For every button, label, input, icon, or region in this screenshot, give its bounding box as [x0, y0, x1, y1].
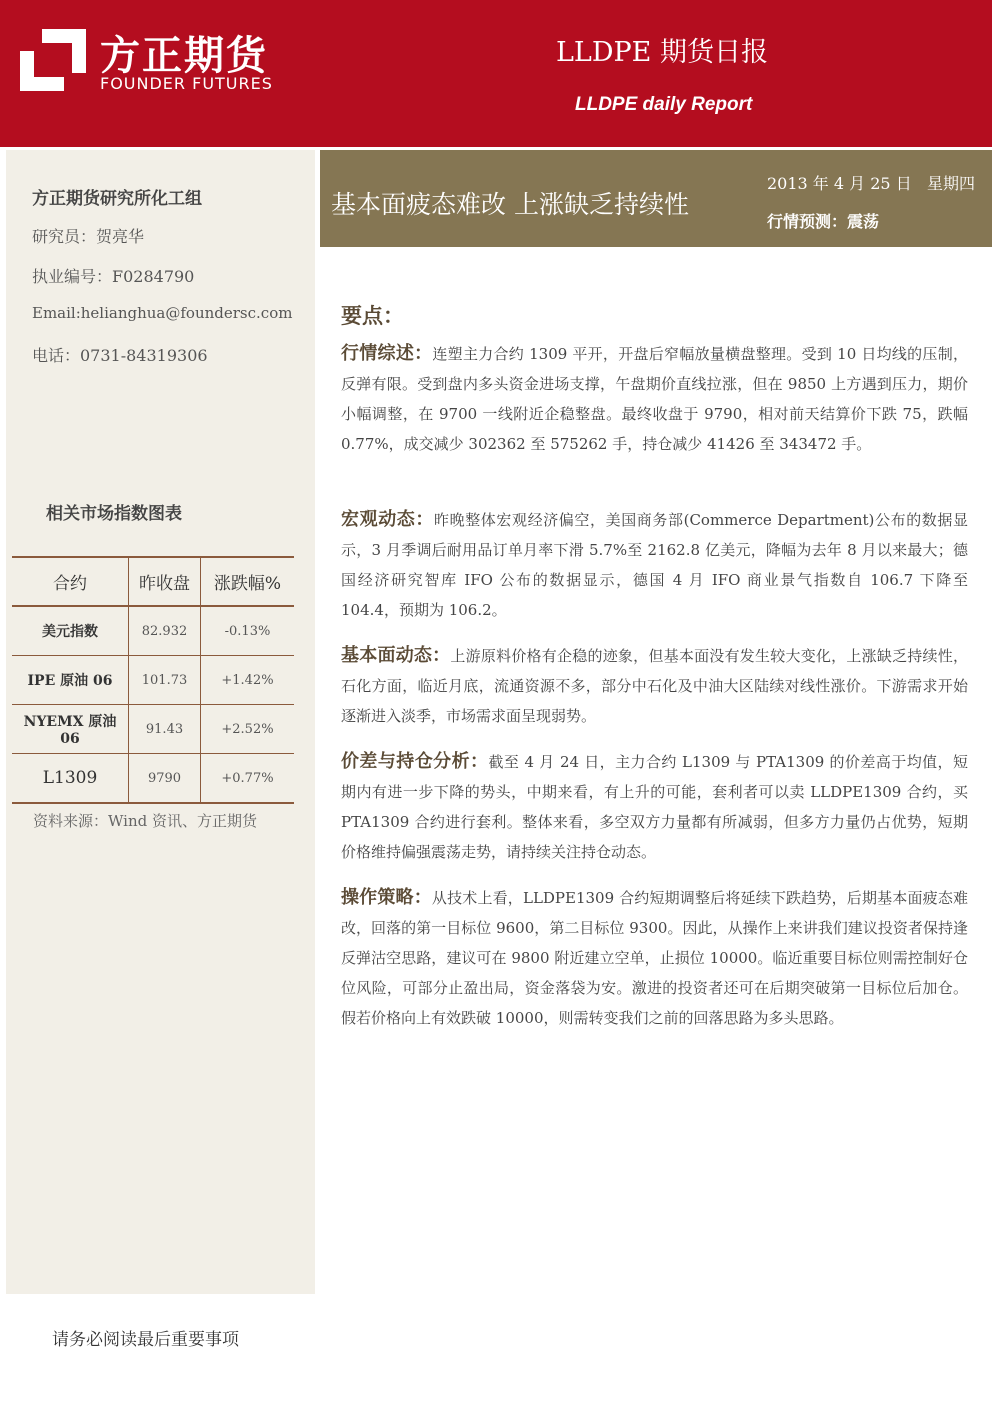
- section-spread-analysis: [341, 747, 968, 867]
- close-value: 9790: [129, 754, 201, 804]
- research-group: 方正期货研究所化工组: [32, 189, 202, 209]
- col-header-close: 昨收盘: [129, 557, 201, 606]
- change-value: +2.52%: [221, 721, 274, 737]
- change-value: +0.77%: [221, 770, 274, 786]
- market-forecast: 行情预测：震荡: [767, 212, 880, 231]
- report-title: LLDPE 期货日报: [556, 37, 768, 68]
- market-table-title: 相关市场指数图表: [46, 504, 182, 524]
- key-points-heading: 要点：: [341, 303, 404, 328]
- report-subtitle: LLDPE daily Report: [575, 94, 753, 115]
- logo-chinese-name: 方正期货: [100, 33, 268, 79]
- section-label: 操作策略：: [341, 887, 432, 908]
- close-value: 101.73: [129, 656, 201, 705]
- change-value: -0.13%: [224, 623, 271, 639]
- section-strategy: [341, 883, 968, 1033]
- table-row: [12, 656, 294, 705]
- email-address: Email:helianghua@foundersc.com: [32, 304, 293, 322]
- section-text: 连塑主力合约 1309 平开，开盘后窄幅放量横盘整理。受到 10 日均线的压制，反弹有限。受到盘内多头资金进场支撑，午盘期价直线拉涨，但在 9850 上方遇到压力，期价小幅调整，在 9700 一线附近企稳整盘。最终收盘于 9790，相对前天结算价下跌 75，跌幅 0.77%，成交减少 302362 至 575262 手，持仓减少 41426 至 343472 手。: [341, 345, 968, 453]
- close-value: 82.932: [129, 606, 201, 656]
- license-number: 执业编号：F0284790: [32, 267, 195, 286]
- table-row: [12, 705, 294, 754]
- headline: 基本面疲态难改 上涨缺乏持续性: [331, 190, 689, 219]
- researcher-name: 研究员：贺亮华: [32, 227, 145, 246]
- report-header: [0, 0, 992, 147]
- phone-number: 电话：0731-84319306: [32, 346, 208, 365]
- section-text: 截至 4 月 24 日，主力合约 L1309 与 PTA1309 的价差高于均值，短期内有进一步下降的势头，中期来看，有上升的可能，套利者可以卖 LLDPE1309 合约，买 PTA1309 合约进行套利。整体来看，多空双方力量都有所减弱，但多方力量仍占优势，短期价格维持偏强震荡走势，请持续关注持仓动态。: [341, 753, 968, 861]
- market-index-table: [12, 556, 294, 804]
- change-value: +1.42%: [221, 672, 274, 688]
- col-header-change: 涨跌幅%: [213, 574, 282, 594]
- contract-name: 美元指数: [12, 606, 129, 656]
- section-text: 从技术上看，LLDPE1309 合约短期调整后将延续下跌趋势，后期基本面疲态难改，回落的第一目标位 9600，第二目标位 9300。因此，从操作上来讲我们建议投资者保持逢反弹沽空思路，建议可在 9800 附近建立空单，止损位 10000。临近重要目标位则需控制好仓位风险，可部分止盈出局，资金落袋为安。激进的投资者还可在后期突破第一目标位后加仓。假若价格向上有效跌破 10000，则需转变我们之前的回落思路为多头思路。: [341, 889, 969, 1027]
- section-fundamentals: [341, 641, 968, 731]
- section-text: 上游原料价格有企稳的迹象，但基本面没有发生较大变化，上涨缺乏持续性，石化方面，临近月底，流通资源不多，部分中石化及中油大区陆续对线性涨价。下游需求开始逐渐进入淡季，市场需求面呈现弱势。: [341, 647, 968, 725]
- contract-name: NYEMX 原油 06: [12, 705, 129, 754]
- section-label: 基本面动态：: [341, 645, 451, 666]
- section-label: 宏观动态：: [341, 509, 434, 530]
- section-label: 价差与持仓分析：: [341, 751, 489, 772]
- section-market-review: [341, 339, 968, 459]
- table-header-row: [12, 557, 294, 606]
- logo-english-name: FOUNDER FUTURES: [100, 74, 273, 93]
- table-row: [12, 754, 294, 804]
- table-row: [12, 606, 294, 656]
- section-macro: [341, 505, 968, 625]
- close-value: 91.43: [129, 705, 201, 754]
- contract-name: IPE 原油 06: [12, 656, 129, 705]
- disclaimer-note: 请务必阅读最后重要事项: [52, 1330, 239, 1350]
- founder-logo-icon: [20, 29, 86, 91]
- contract-name: L1309: [12, 754, 129, 804]
- data-source: 资料来源：Wind 资讯、方正期货: [33, 812, 257, 830]
- col-header-contract: 合约: [12, 557, 129, 606]
- report-date: 2013 年 4 月 25 日 星期四: [767, 174, 975, 193]
- section-text: 昨晚整体宏观经济偏空，美国商务部(Commerce Department)公布的数据显示，3 月季调后耐用品订单月率下滑 5.7%至 2162.8 亿美元，降幅为去年 8 月以来最大；德国经济研究智库 IFO 公布的数据显示，德国 4 月 IFO 商业景气指数自 106.7 下降至 104.4，预期为 106.2。: [341, 511, 968, 619]
- section-label: 行情综述：: [341, 343, 433, 364]
